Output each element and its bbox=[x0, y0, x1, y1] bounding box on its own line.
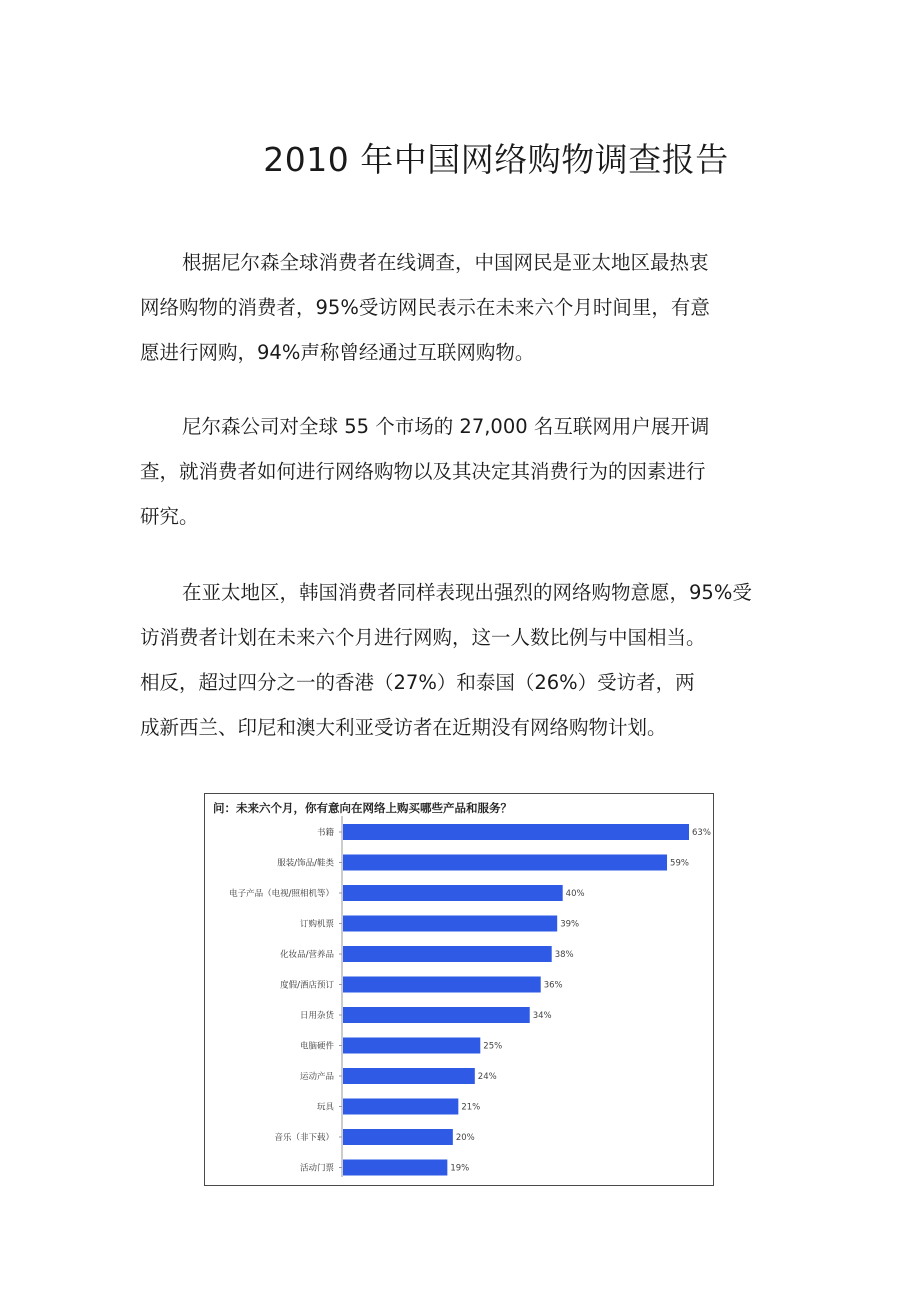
survey-bar-chart bbox=[204, 793, 714, 1186]
chart-category-label: 运动产品 bbox=[299, 1072, 334, 1082]
chart-value-label: 38% bbox=[554, 950, 574, 960]
chart-value-label: 20% bbox=[455, 1133, 475, 1143]
chart-value-label: 19% bbox=[450, 1163, 470, 1174]
chart-category-label: 书籍 bbox=[316, 828, 334, 838]
chart-value-label: 40% bbox=[565, 889, 585, 899]
chart-bar bbox=[343, 916, 557, 932]
chart-bar bbox=[343, 946, 552, 962]
chart-category-label: 日用杂货 bbox=[299, 1011, 334, 1021]
chart-value-label: 24% bbox=[477, 1072, 497, 1082]
chart-bar bbox=[343, 1129, 453, 1145]
chart-category-label: 音乐（非下载） bbox=[274, 1133, 334, 1143]
chart-bar bbox=[343, 885, 563, 901]
paragraph-line: 访消费者计划在未来六个月进行网购，这一人数比例与中国相当。 bbox=[140, 626, 706, 649]
paragraph-line: 尼尔森公司对全球 55 个市场的 27,000 名互联网用户展开调 bbox=[182, 415, 710, 438]
chart-bar bbox=[343, 977, 541, 993]
chart-category-label: 度假/酒店预订 bbox=[280, 980, 334, 991]
chart-bar bbox=[343, 855, 667, 871]
chart-value-label: 34% bbox=[532, 1011, 552, 1021]
chart-category-label: 服装/饰品/鞋类 bbox=[277, 858, 334, 869]
chart-value-label: 63% bbox=[692, 828, 711, 838]
paragraph-line: 查，就消费者如何进行网络购物以及其决定其消费行为的因素进行 bbox=[140, 460, 706, 483]
chart-bar bbox=[343, 824, 689, 840]
paragraph-1 bbox=[140, 240, 840, 375]
chart-bar bbox=[343, 1038, 480, 1054]
paragraph-line: 成新西兰、印尼和澳大利亚受访者在近期没有网络购物计划。 bbox=[140, 716, 667, 739]
paragraph-line: 网络购物的消费者，95%受访网民表示在未来六个月时间里，有意 bbox=[140, 296, 710, 319]
chart-bar bbox=[343, 1007, 530, 1023]
chart-value-label: 21% bbox=[461, 1102, 481, 1113]
paragraph-line: 根据尼尔森全球消费者在线调查，中国网民是亚太地区最热衷 bbox=[182, 251, 709, 274]
paragraph-line: 研究。 bbox=[140, 505, 199, 528]
chart-canvas bbox=[205, 794, 713, 1185]
chart-category-label: 玩具 bbox=[316, 1102, 334, 1113]
chart-category-label: 电子产品（电视/照相机等） bbox=[229, 889, 334, 899]
chart-value-label: 25% bbox=[483, 1041, 503, 1052]
paragraph-line: 在亚太地区，韩国消费者同样表现出强烈的网络购物意愿，95%受 bbox=[182, 581, 752, 604]
chart-category-label: 活动门票 bbox=[299, 1163, 334, 1174]
chart-category-label: 电脑硬件 bbox=[299, 1041, 334, 1052]
chart-bar bbox=[343, 1160, 447, 1176]
chart-value-label: 36% bbox=[543, 980, 563, 991]
chart-bar bbox=[343, 1068, 475, 1084]
chart-value-label: 59% bbox=[670, 858, 689, 869]
chart-category-label: 订购机票 bbox=[299, 919, 334, 930]
chart-value-label: 39% bbox=[560, 919, 580, 930]
paragraph-3 bbox=[140, 570, 840, 750]
paragraph-2 bbox=[140, 404, 840, 539]
paragraph-line: 相反，超过四分之一的香港（27%）和泰国（26%）受访者，两 bbox=[140, 671, 695, 694]
paragraph-line: 愿进行网购，94%声称曾经通过互联网购物。 bbox=[140, 341, 535, 364]
chart-bar bbox=[343, 1099, 458, 1115]
chart-title: 问：未来六个月，你有意向在网络上购买哪些产品和服务？ bbox=[213, 801, 512, 815]
document-title: 2010 年中国网络购物调查报告 bbox=[263, 140, 729, 180]
chart-category-label: 化妆品/营养品 bbox=[280, 950, 334, 960]
